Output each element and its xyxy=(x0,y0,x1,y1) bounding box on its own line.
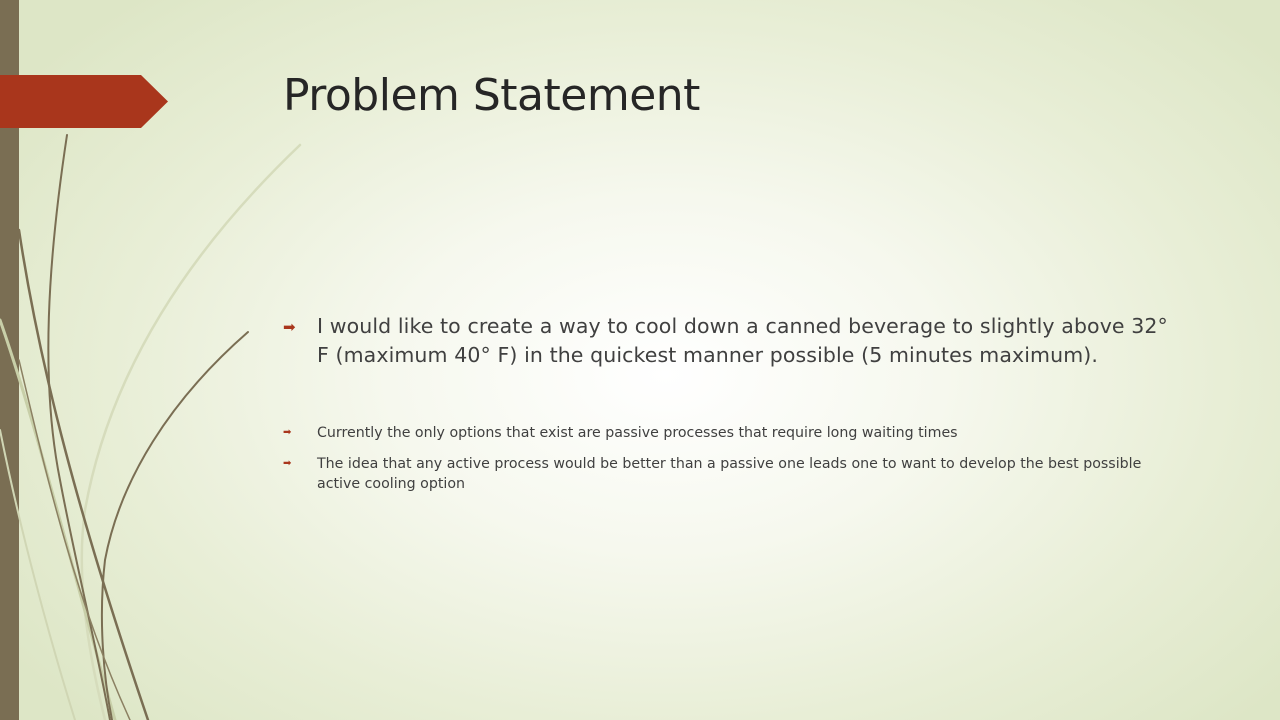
bullet-item xyxy=(283,423,1183,443)
bullet-item-main xyxy=(283,312,1183,370)
bullet-text: Currently the only options that exist are passive processes that require long waiting times xyxy=(317,425,958,441)
arrow-bullet-icon: ➡ xyxy=(283,427,292,438)
grass-blade-dark-1 xyxy=(48,135,110,720)
grass-blade-dark-3 xyxy=(19,230,148,720)
bullet-text: I would like to create a way to cool down a canned beverage to slightly above 32° F (maximum 40° F) in the quickest manner possible (5 minutes maximum). xyxy=(317,314,1168,367)
grass-blade-light-1 xyxy=(82,145,300,720)
arrow-bullet-icon: ➡ xyxy=(283,458,292,469)
bullet-list xyxy=(283,312,1183,505)
bullet-text: The idea that any active process would be better than a passive one leads one to want to develop the best possible active cooling option xyxy=(317,456,1142,492)
title-arrow-shape xyxy=(0,75,168,128)
grass-blade-dark-2 xyxy=(102,332,248,720)
bullet-item xyxy=(283,454,1183,494)
grass-blade-dark-4 xyxy=(19,360,130,720)
slide-title: Problem Statement xyxy=(283,70,700,121)
grass-blade-light-3 xyxy=(0,430,75,720)
arrow-bullet-icon: ➡ xyxy=(283,318,296,336)
